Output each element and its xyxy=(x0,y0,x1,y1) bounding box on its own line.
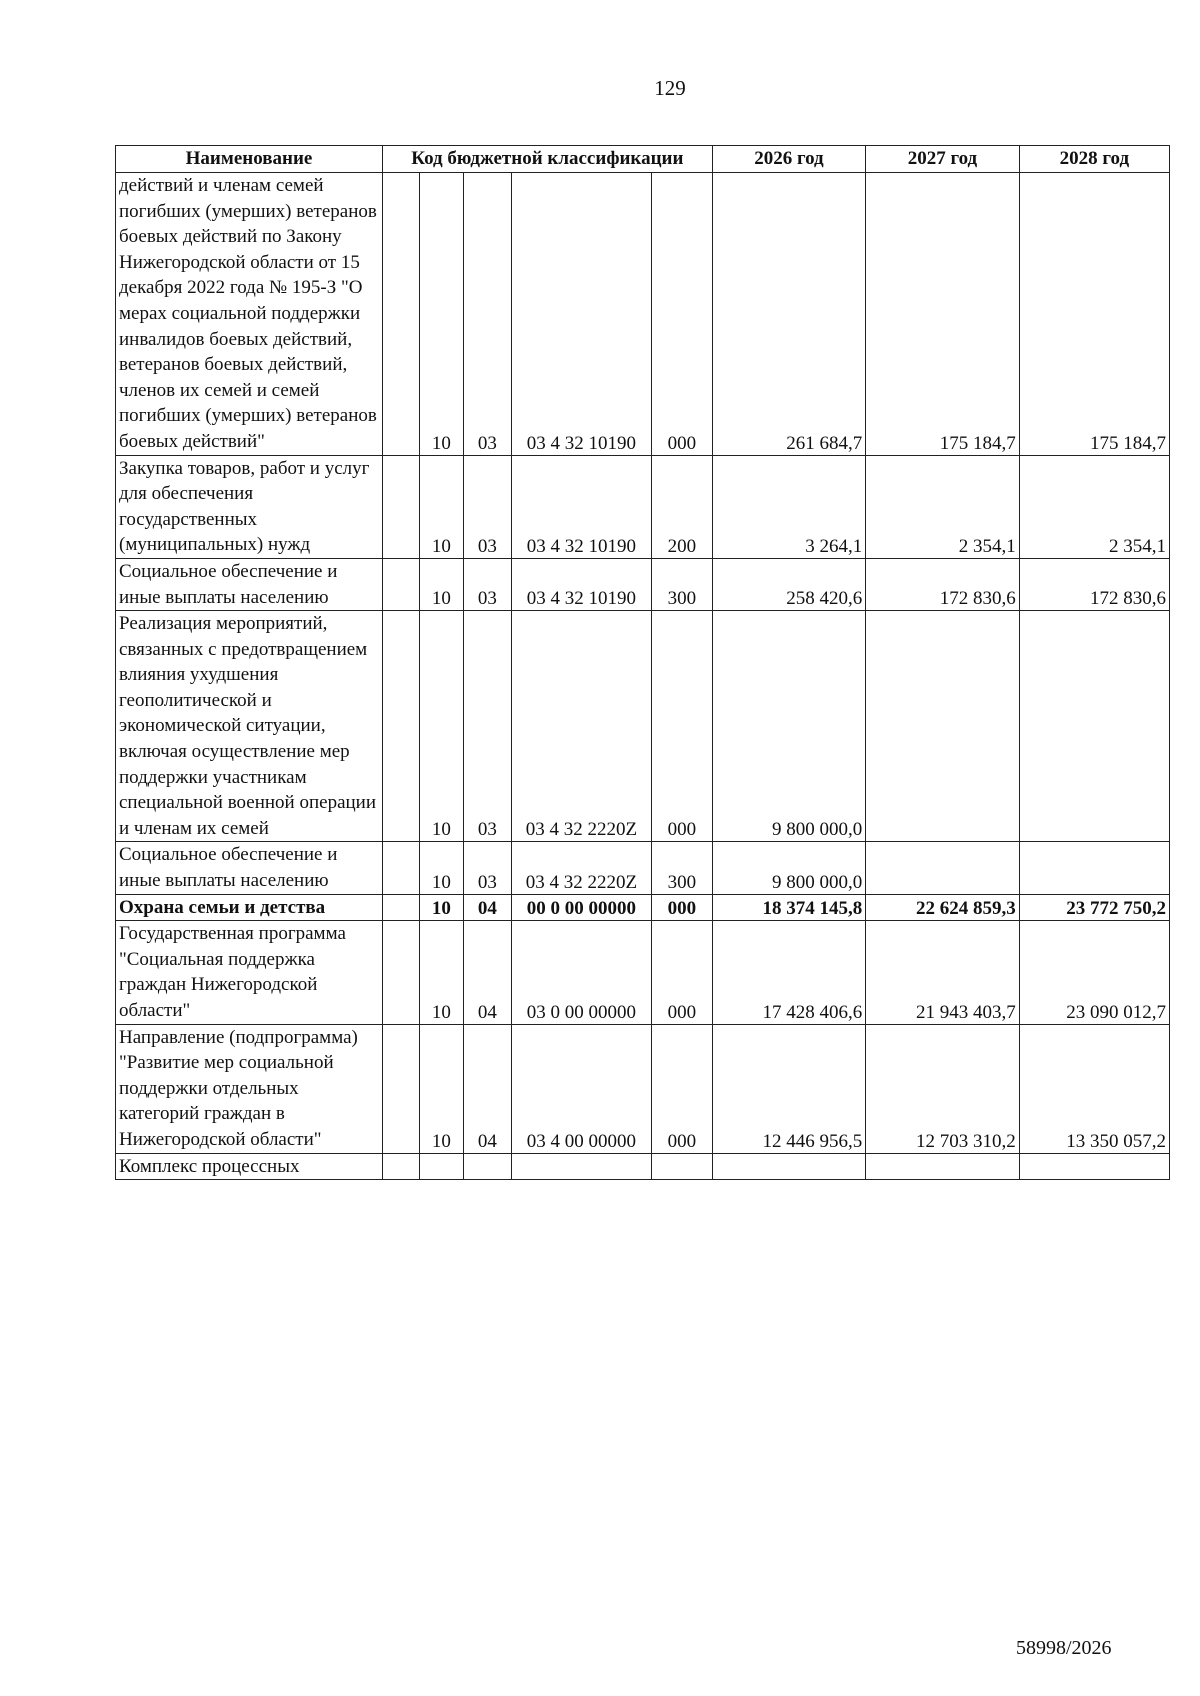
code-section xyxy=(419,1153,463,1180)
code-expense-type: 300 xyxy=(652,842,713,894)
row-name: Охрана семьи и детства xyxy=(116,894,383,921)
table-row xyxy=(116,921,1170,1024)
row-name: Направление (подпрограмма) "Развитие мер социальной поддержки отдельных категорий граждан в Нижегородской области" xyxy=(116,1024,383,1153)
value-2026: 12 446 956,5 xyxy=(712,1024,866,1153)
table-row xyxy=(116,173,1170,456)
code-subsection: 04 xyxy=(464,921,512,1024)
code-target-article: 03 4 00 00000 xyxy=(511,1024,652,1153)
code-target-article: 00 0 00 00000 xyxy=(511,894,652,921)
value-2027: 12 703 310,2 xyxy=(866,1024,1020,1153)
document-id: 58998/2026 xyxy=(1016,1637,1112,1659)
code-target-article: 03 4 32 10190 xyxy=(511,455,652,558)
code-section: 10 xyxy=(419,894,463,921)
code-expense-type xyxy=(652,1153,713,1180)
code-section: 10 xyxy=(419,455,463,558)
code-col-1 xyxy=(383,611,420,842)
code-subsection: 04 xyxy=(464,1024,512,1153)
code-section: 10 xyxy=(419,921,463,1024)
code-expense-type: 200 xyxy=(652,455,713,558)
code-col-1 xyxy=(383,921,420,1024)
code-target-article: 03 4 32 2220Z xyxy=(511,611,652,842)
value-2026: 9 800 000,0 xyxy=(712,842,866,894)
code-expense-type: 000 xyxy=(652,1024,713,1153)
value-2026: 9 800 000,0 xyxy=(712,611,866,842)
code-expense-type: 300 xyxy=(652,558,713,610)
header-2027: 2027 год xyxy=(866,146,1020,173)
code-expense-type: 000 xyxy=(652,173,713,456)
code-col-1 xyxy=(383,842,420,894)
code-col-1 xyxy=(383,1153,420,1180)
value-2027 xyxy=(866,611,1020,842)
row-name: действий и членам семей погибших (умерших) ветеранов боевых действий по Закону Нижегородской области от 15 декабря 2022 года № 195-З "О мерах социальной поддержки инвалидов боевых действий, ветеранов боевых действий, членов их семей и семей погибших (умерших) ветеранов боевых действий" xyxy=(116,173,383,456)
code-subsection: 03 xyxy=(464,455,512,558)
value-2027: 2 354,1 xyxy=(866,455,1020,558)
code-expense-type: 000 xyxy=(652,921,713,1024)
code-expense-type: 000 xyxy=(652,894,713,921)
code-target-article: 03 4 32 10190 xyxy=(511,173,652,456)
code-section: 10 xyxy=(419,558,463,610)
code-section: 10 xyxy=(419,1024,463,1153)
value-2028: 172 830,6 xyxy=(1019,558,1169,610)
value-2028: 23 772 750,2 xyxy=(1019,894,1169,921)
value-2026: 18 374 145,8 xyxy=(712,894,866,921)
value-2028: 2 354,1 xyxy=(1019,455,1169,558)
table-row xyxy=(116,455,1170,558)
table-row xyxy=(116,894,1170,921)
value-2027: 21 943 403,7 xyxy=(866,921,1020,1024)
code-col-1 xyxy=(383,894,420,921)
value-2026: 261 684,7 xyxy=(712,173,866,456)
value-2026 xyxy=(712,1153,866,1180)
table-row xyxy=(116,1153,1170,1180)
header-code: Код бюджетной классификации xyxy=(383,146,713,173)
code-subsection: 03 xyxy=(464,842,512,894)
value-2027 xyxy=(866,1153,1020,1180)
code-target-article: 03 4 32 10190 xyxy=(511,558,652,610)
table-header-row xyxy=(116,146,1170,173)
code-subsection: 03 xyxy=(464,611,512,842)
value-2027: 172 830,6 xyxy=(866,558,1020,610)
value-2028: 175 184,7 xyxy=(1019,173,1169,456)
table-row xyxy=(116,1024,1170,1153)
code-col-1 xyxy=(383,1024,420,1153)
value-2026: 3 264,1 xyxy=(712,455,866,558)
value-2028: 13 350 057,2 xyxy=(1019,1024,1169,1153)
code-col-1 xyxy=(383,558,420,610)
table-row xyxy=(116,611,1170,842)
value-2026: 258 420,6 xyxy=(712,558,866,610)
code-subsection xyxy=(464,1153,512,1180)
row-name: Государственная программа "Социальная поддержка граждан Нижегородской области" xyxy=(116,921,383,1024)
value-2027: 175 184,7 xyxy=(866,173,1020,456)
table-row xyxy=(116,842,1170,894)
code-section: 10 xyxy=(419,173,463,456)
code-section: 10 xyxy=(419,611,463,842)
row-name: Социальное обеспечение и иные выплаты населению xyxy=(116,558,383,610)
value-2027 xyxy=(866,842,1020,894)
row-name: Реализация мероприятий, связанных с предотвращением влияния ухудшения геополитической и экономической ситуации, включая осуществление мер поддержки участникам специальной военной операции и членам их семей xyxy=(116,611,383,842)
code-col-1 xyxy=(383,455,420,558)
code-target-article: 03 4 32 2220Z xyxy=(511,842,652,894)
value-2028 xyxy=(1019,842,1169,894)
code-section: 10 xyxy=(419,842,463,894)
page-number: 129 xyxy=(654,76,686,100)
value-2028: 23 090 012,7 xyxy=(1019,921,1169,1024)
code-subsection: 04 xyxy=(464,894,512,921)
value-2028 xyxy=(1019,1153,1169,1180)
table-row xyxy=(116,558,1170,610)
value-2028 xyxy=(1019,611,1169,842)
row-name: Закупка товаров, работ и услуг для обеспечения государственных (муниципальных) нужд xyxy=(116,455,383,558)
code-col-1 xyxy=(383,173,420,456)
code-subsection: 03 xyxy=(464,558,512,610)
row-name: Комплекс процессных xyxy=(116,1153,383,1180)
value-2026: 17 428 406,6 xyxy=(712,921,866,1024)
code-target-article xyxy=(511,1153,652,1180)
code-subsection: 03 xyxy=(464,173,512,456)
header-2028: 2028 год xyxy=(1019,146,1169,173)
code-target-article: 03 0 00 00000 xyxy=(511,921,652,1024)
row-name: Социальное обеспечение и иные выплаты населению xyxy=(116,842,383,894)
header-2026: 2026 год xyxy=(712,146,866,173)
budget-table xyxy=(115,145,1170,1180)
code-expense-type: 000 xyxy=(652,611,713,842)
value-2027: 22 624 859,3 xyxy=(866,894,1020,921)
header-name: Наименование xyxy=(116,146,383,173)
